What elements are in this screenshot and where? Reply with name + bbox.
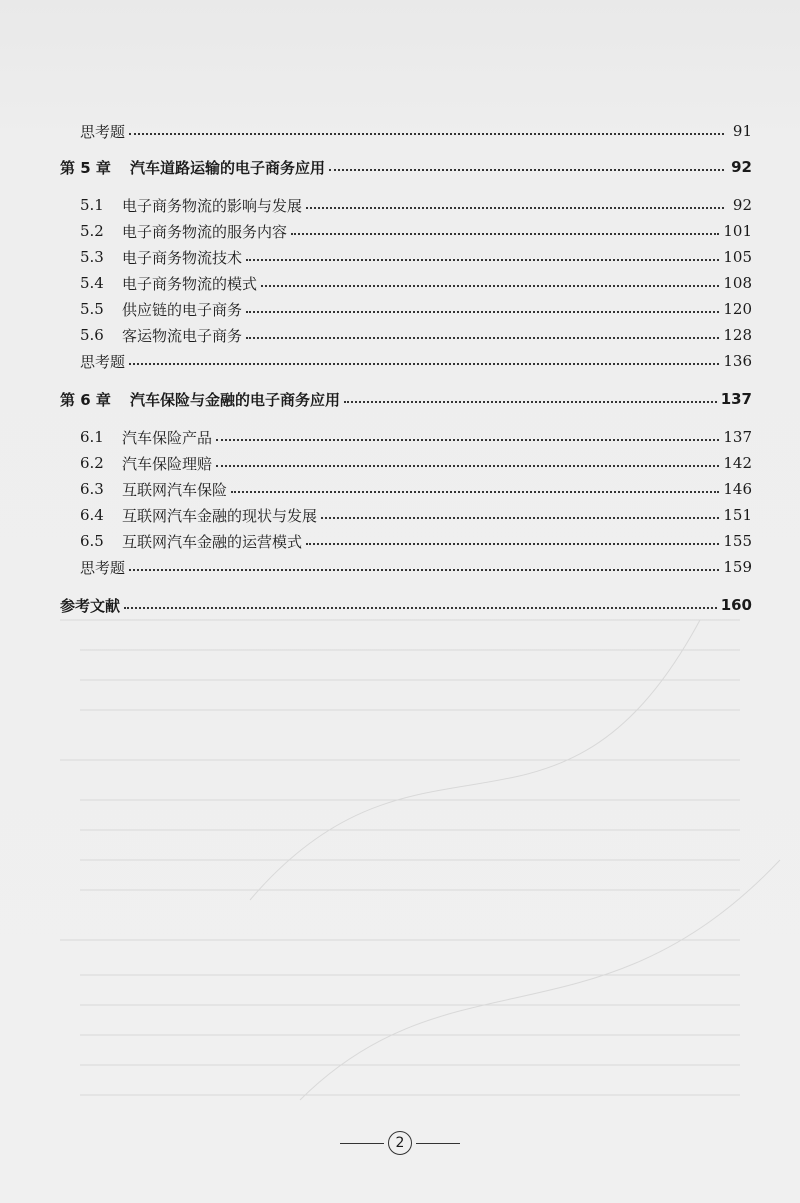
toc-think-136[interactable] [80,347,752,375]
toc-section-5-5[interactable] [80,295,752,323]
toc-chapter-5[interactable] [60,153,752,181]
section-number: 5.6 [80,326,104,344]
leader-dots [344,400,717,403]
entry-page: 120 [723,300,752,318]
entry-page: 137 [720,390,752,408]
toc-section-6-2[interactable] [80,449,752,477]
chapter-title: 汽车保险与金融的电子商务应用 [130,390,341,409]
section-number: 6.2 [80,454,104,472]
leader-dots [216,438,719,441]
toc-section-5-4[interactable] [80,269,752,297]
leader-dots [246,258,719,261]
entry-page: 137 [723,428,752,446]
leader-dots [329,168,724,171]
leader-dots [129,362,719,365]
toc-section-5-2[interactable] [80,217,752,245]
references-title: 参考文献 [60,596,121,615]
entry-title: 思考题 [80,558,126,577]
section-title: 汽车保险理赔 [122,454,213,473]
chapter-number: 第 6 章 [60,390,111,409]
page-footer [336,1128,464,1158]
entry-page: 108 [723,274,752,292]
toc-chapter-6[interactable] [60,385,752,413]
entry-page: 92 [731,158,752,176]
section-title: 互联网汽车保险 [122,480,228,499]
toc-section-5-1[interactable] [80,191,752,219]
leader-dots [129,132,724,135]
section-number: 5.1 [80,196,104,214]
leader-dots [306,542,719,545]
entry-title: 思考题 [80,122,126,141]
entry-page: 160 [720,596,752,614]
entry-page: 101 [723,222,752,240]
section-number: 6.3 [80,480,104,498]
section-number: 5.3 [80,248,104,266]
entry-page: 159 [723,558,752,576]
entry-page: 128 [723,326,752,344]
toc-section-6-3[interactable] [80,475,752,503]
section-title: 电子商务物流技术 [122,248,243,267]
leader-dots [261,284,719,287]
entry-page: 105 [723,248,752,266]
entry-page: 155 [723,532,752,550]
leader-dots [321,516,719,519]
leader-dots [246,310,719,313]
section-number: 6.1 [80,428,104,446]
entry-page: 91 [732,122,752,140]
section-title: 互联网汽车金融的运营模式 [122,532,303,551]
toc-think-91[interactable] [80,117,752,145]
entry-page: 151 [723,506,752,524]
leader-dots [306,206,724,209]
section-number: 6.5 [80,532,104,550]
entry-page: 136 [723,352,752,370]
entry-page: 146 [723,480,752,498]
section-number: 6.4 [80,506,104,524]
section-title: 供应链的电子商务 [122,300,243,319]
leader-dots [216,464,719,467]
toc-section-5-3[interactable] [80,243,752,271]
chapter-title: 汽车道路运输的电子商务应用 [130,158,326,177]
toc-section-6-1[interactable] [80,423,752,451]
leader-dots [129,568,719,571]
section-title: 汽车保险产品 [122,428,213,447]
entry-page: 142 [723,454,752,472]
leader-dots [291,232,719,235]
section-number: 5.4 [80,274,104,292]
toc-section-6-4[interactable] [80,501,752,529]
section-title: 电子商务物流的模式 [122,274,258,293]
leader-dots [246,336,719,339]
footer-rule-right [416,1143,460,1144]
entry-page: 92 [732,196,752,214]
page-number: 2 [388,1131,412,1155]
toc-references[interactable] [60,591,752,619]
leader-dots [124,606,717,609]
leader-dots [231,490,719,493]
toc-think-159[interactable] [80,553,752,581]
section-title: 电子商务物流的影响与发展 [122,196,303,215]
section-title: 客运物流电子商务 [122,326,243,345]
entry-title: 思考题 [80,352,126,371]
section-title: 互联网汽车金融的现状与发展 [122,506,318,525]
toc-section-6-5[interactable] [80,527,752,555]
chapter-number: 第 5 章 [60,158,111,177]
section-number: 5.5 [80,300,104,318]
section-number: 5.2 [80,222,104,240]
section-title: 电子商务物流的服务内容 [122,222,288,241]
footer-rule-left [340,1143,384,1144]
toc-section-5-6[interactable] [80,321,752,349]
